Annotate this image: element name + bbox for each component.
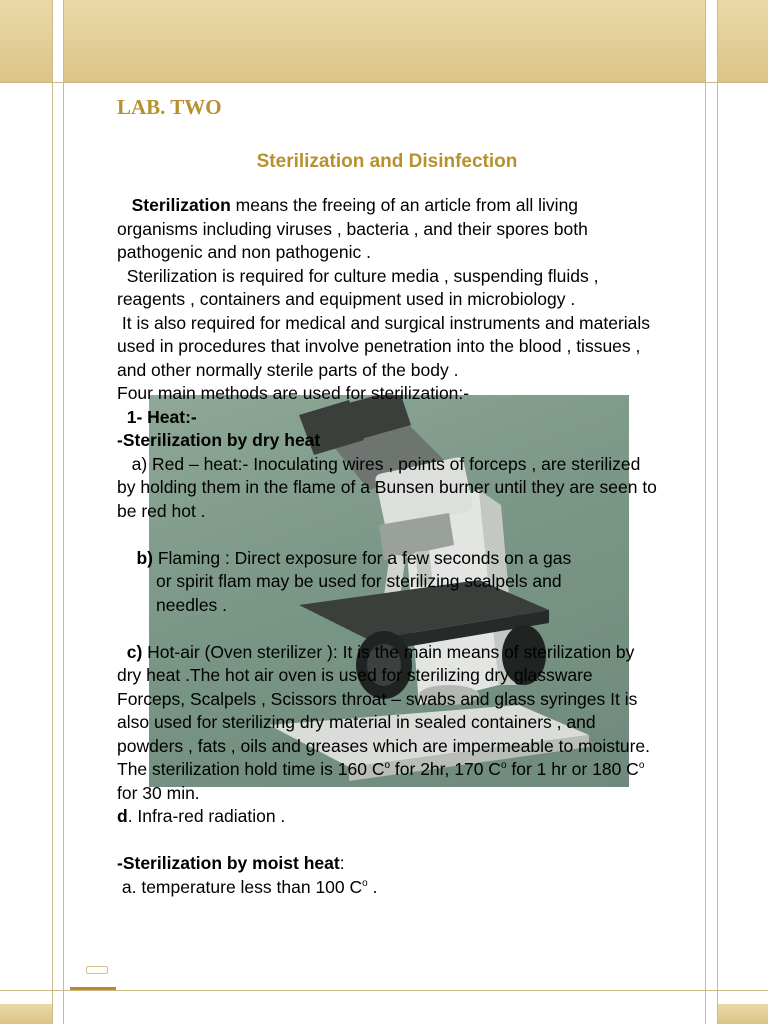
methods-intro: Four main methods are used for sterilization:- <box>117 383 470 403</box>
header-band <box>64 0 705 82</box>
moist-heat-heading <box>117 852 657 876</box>
degree-mark: o <box>362 877 368 889</box>
item-flaming <box>117 547 657 571</box>
item-hot-air-label: c) <box>126 641 143 662</box>
section-title: Sterilization and Disinfection <box>256 151 518 172</box>
header-rule <box>0 82 768 83</box>
footer-accent <box>70 987 116 990</box>
footer-rule <box>0 990 768 991</box>
item-red-heat <box>117 453 657 524</box>
intro-paragraph <box>117 194 657 265</box>
degree-mark: o <box>638 760 645 772</box>
item-moist-a-text: a. temperature less than 100 C <box>121 876 363 897</box>
frame-line-right-inner <box>705 0 706 1024</box>
header-band-right <box>718 0 768 82</box>
item-hot-air-text: for 1 hr or 180 C <box>506 759 639 779</box>
item-flaming-line1: Flaming : Direct exposure for a few seconds on a gas <box>152 547 572 568</box>
footer-band-right <box>718 1004 768 1024</box>
dry-heat-heading <box>117 429 657 453</box>
spacer <box>117 617 657 641</box>
footer-band-left <box>0 1004 52 1024</box>
item-hot-air-text: Hot-air (Oven sterilizer ): It is the main means of sterilization by dry heat .The hot air oven is used for sterilizing dry glassware Forceps, Scalpels , Scissors throat – swabs and glass syringes It is also used for sterilizing dry material in sealed containers , and powders , fats , oils and greases which are impermeable to moisture. The sterilization hold time is 160 C <box>117 641 651 779</box>
footer-mark <box>86 966 108 974</box>
frame-line-right-outer <box>717 0 718 1024</box>
spacer <box>117 523 657 547</box>
moist-heat-heading-text: -Sterilization by moist heat <box>117 853 340 873</box>
frame-line-left-outer <box>52 0 53 1024</box>
intro-term: Sterilization <box>131 195 231 215</box>
lab-title: LAB. TWO <box>117 95 222 119</box>
item-infra-red-label: d <box>117 806 128 826</box>
item-flaming-label: b) <box>136 547 153 568</box>
item-hot-air-text: for 2hr, 170 C <box>390 759 501 779</box>
header-band-left <box>0 0 52 82</box>
degree-mark: o <box>500 760 507 772</box>
degree-mark: o <box>384 760 391 772</box>
item-moist-a <box>117 876 657 900</box>
moist-heat-colon: : <box>339 853 345 873</box>
document-body <box>117 92 657 899</box>
spacer <box>117 829 657 853</box>
heat-heading-text: 1- Heat:- <box>126 406 197 427</box>
item-flaming-cont: or spirit flam may be used for sterilizing scalpels and <box>156 571 562 591</box>
paragraph-medical-text: It is also required for medical and surgical instruments and materials used in procedures that involve penetration into the blood , tissues , and other normally sterile parts of the body . <box>117 312 651 380</box>
intro-text: means the freeing of an article from all living organisms including viruses , bacteria , and their spores both pathogenic and non pathogenic . <box>117 195 588 262</box>
item-infra-red <box>117 805 657 829</box>
frame-line-left-inner <box>63 0 64 1024</box>
item-moist-a-end: . <box>367 876 378 897</box>
dry-heat-heading-text: -Sterilization by dry heat <box>117 430 321 450</box>
item-infra-red-text: . Infra-red radiation . <box>127 806 286 826</box>
item-red-heat-text: a) Red – heat:- Inoculating wires , points of forceps , are sterilized by holding them in the flame of a Bunsen burner until they are seen to be red hot . <box>117 453 657 521</box>
item-hot-air-text: for 30 min. <box>117 782 200 803</box>
paragraph-culture-media-text: Sterilization is required for culture media , suspending fluids , reagents , containers and equipment used in microbiology . <box>117 265 599 309</box>
paragraph-medical <box>117 312 657 383</box>
item-hot-air <box>117 641 657 806</box>
paragraph-culture-media <box>117 265 657 312</box>
item-flaming-end: needles . <box>156 594 228 615</box>
heat-heading <box>117 406 657 430</box>
